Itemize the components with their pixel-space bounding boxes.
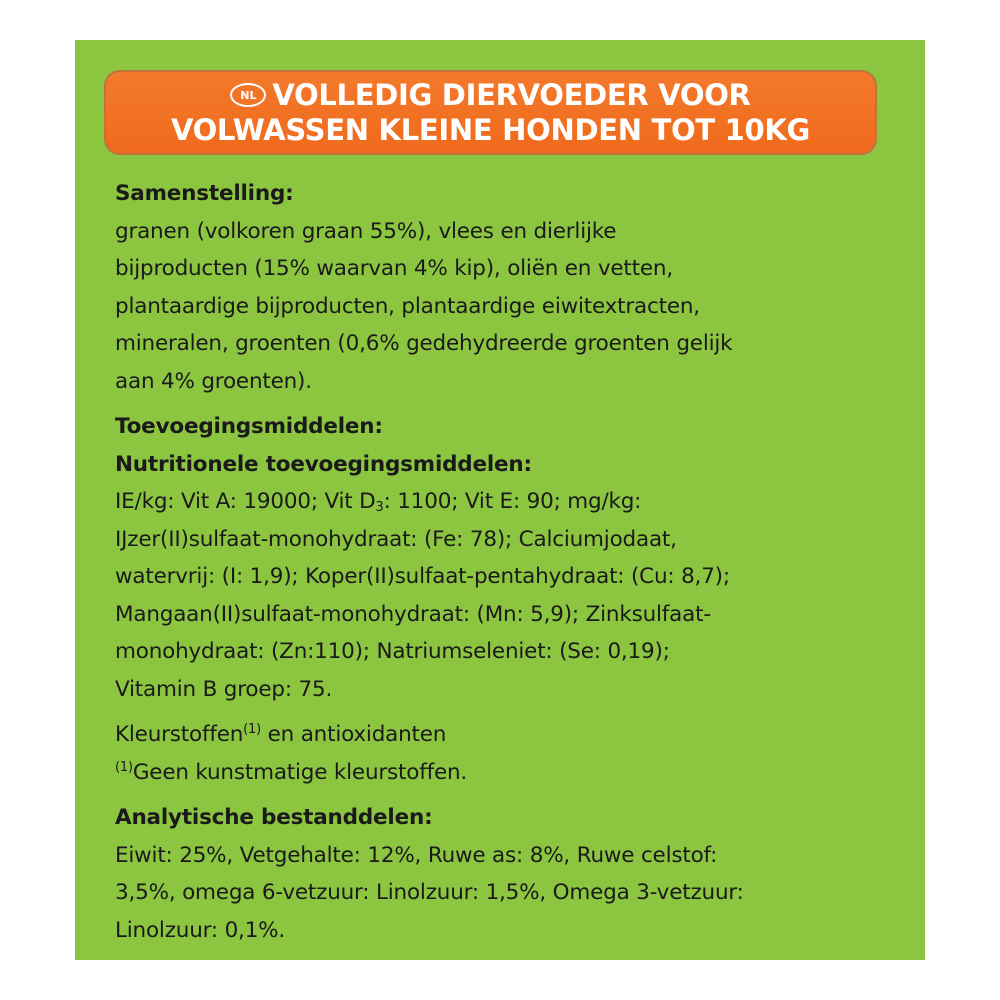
composition-line: aan 4% groenten). <box>115 368 312 394</box>
additives-line1-part1: IE/kg: Vit A: 19000; Vit D <box>115 489 376 514</box>
additives-line <box>115 483 905 521</box>
additives-line: IJzer(II)sulfaat-monohydraat: (Fe: 78); Calciumjodaat, <box>115 526 677 552</box>
title-banner <box>104 70 877 155</box>
banner-line-1 <box>230 78 750 113</box>
footnote-mark: (1) <box>243 722 261 737</box>
banner-line-2: VOLWASSEN KLEINE HONDEN TOT 10KG <box>170 112 811 147</box>
footnote-mark: (1) <box>115 759 133 775</box>
banner-title-1: VOLLEDIG DIERVOEDER VOOR <box>272 77 751 112</box>
additives-line: monohydraat: (Zn:110); Natriumseleniet: (Se: 0,19); <box>115 639 670 664</box>
additives-line: watervrij: (I: 1,9); Koper(II)sulfaat-pentahydraat: (Cu: 8,7); <box>115 564 730 589</box>
composition-heading: Samenstelling: <box>115 181 294 206</box>
colorants-text-1: Kleurstoffen <box>115 722 244 747</box>
analytical-line: Linolzuur: 0,1%. <box>115 917 286 943</box>
label-panel <box>75 40 925 960</box>
analytical-line: 3,5%, omega 6-vetzuur: Linolzuur: 1,5%, Omega 3-vetzuur: <box>115 880 744 905</box>
d3-subscript: 3 <box>375 500 384 515</box>
nutritional-additives-heading: Nutritionele toevoegingsmiddelen: <box>115 451 532 477</box>
additives-line1-part2: : 1100; Vit E: 90; mg/kg: <box>383 489 642 514</box>
colorants-text-2: en antioxidanten <box>260 722 447 747</box>
colorants-line <box>115 716 905 754</box>
footnote-text: Geen kunstmatige kleurstoffen. <box>132 759 468 785</box>
analytical-line: Eiwit: 25%, Vetgehalte: 12%, Ruwe as: 8%, Ruwe celstof: <box>115 842 718 868</box>
composition-line: bijproducten (15% waarvan 4% kip), oliën en vetten, <box>115 256 673 281</box>
footnote-line <box>115 754 905 792</box>
additives-line: Mangaan(II)sulfaat-monohydraat: (Mn: 5,9); Zinksulfaat- <box>115 601 711 627</box>
additives-heading: Toevoegingsmiddelen: <box>115 414 383 439</box>
composition-line: granen (volkoren graan 55%), vlees en dierlijke <box>115 218 617 244</box>
composition-line: plantaardige bijproducten, plantaardige eiwitextracten, <box>115 293 700 319</box>
analytical-heading: Analytische bestanddelen: <box>115 805 433 830</box>
label-content <box>115 175 905 949</box>
nl-badge-icon: NL <box>230 83 266 107</box>
additives-line: Vitamin B groep: 75. <box>115 676 333 702</box>
composition-line: mineralen, groenten (0,6% gedehydreerde groenten gelijk <box>115 331 733 356</box>
